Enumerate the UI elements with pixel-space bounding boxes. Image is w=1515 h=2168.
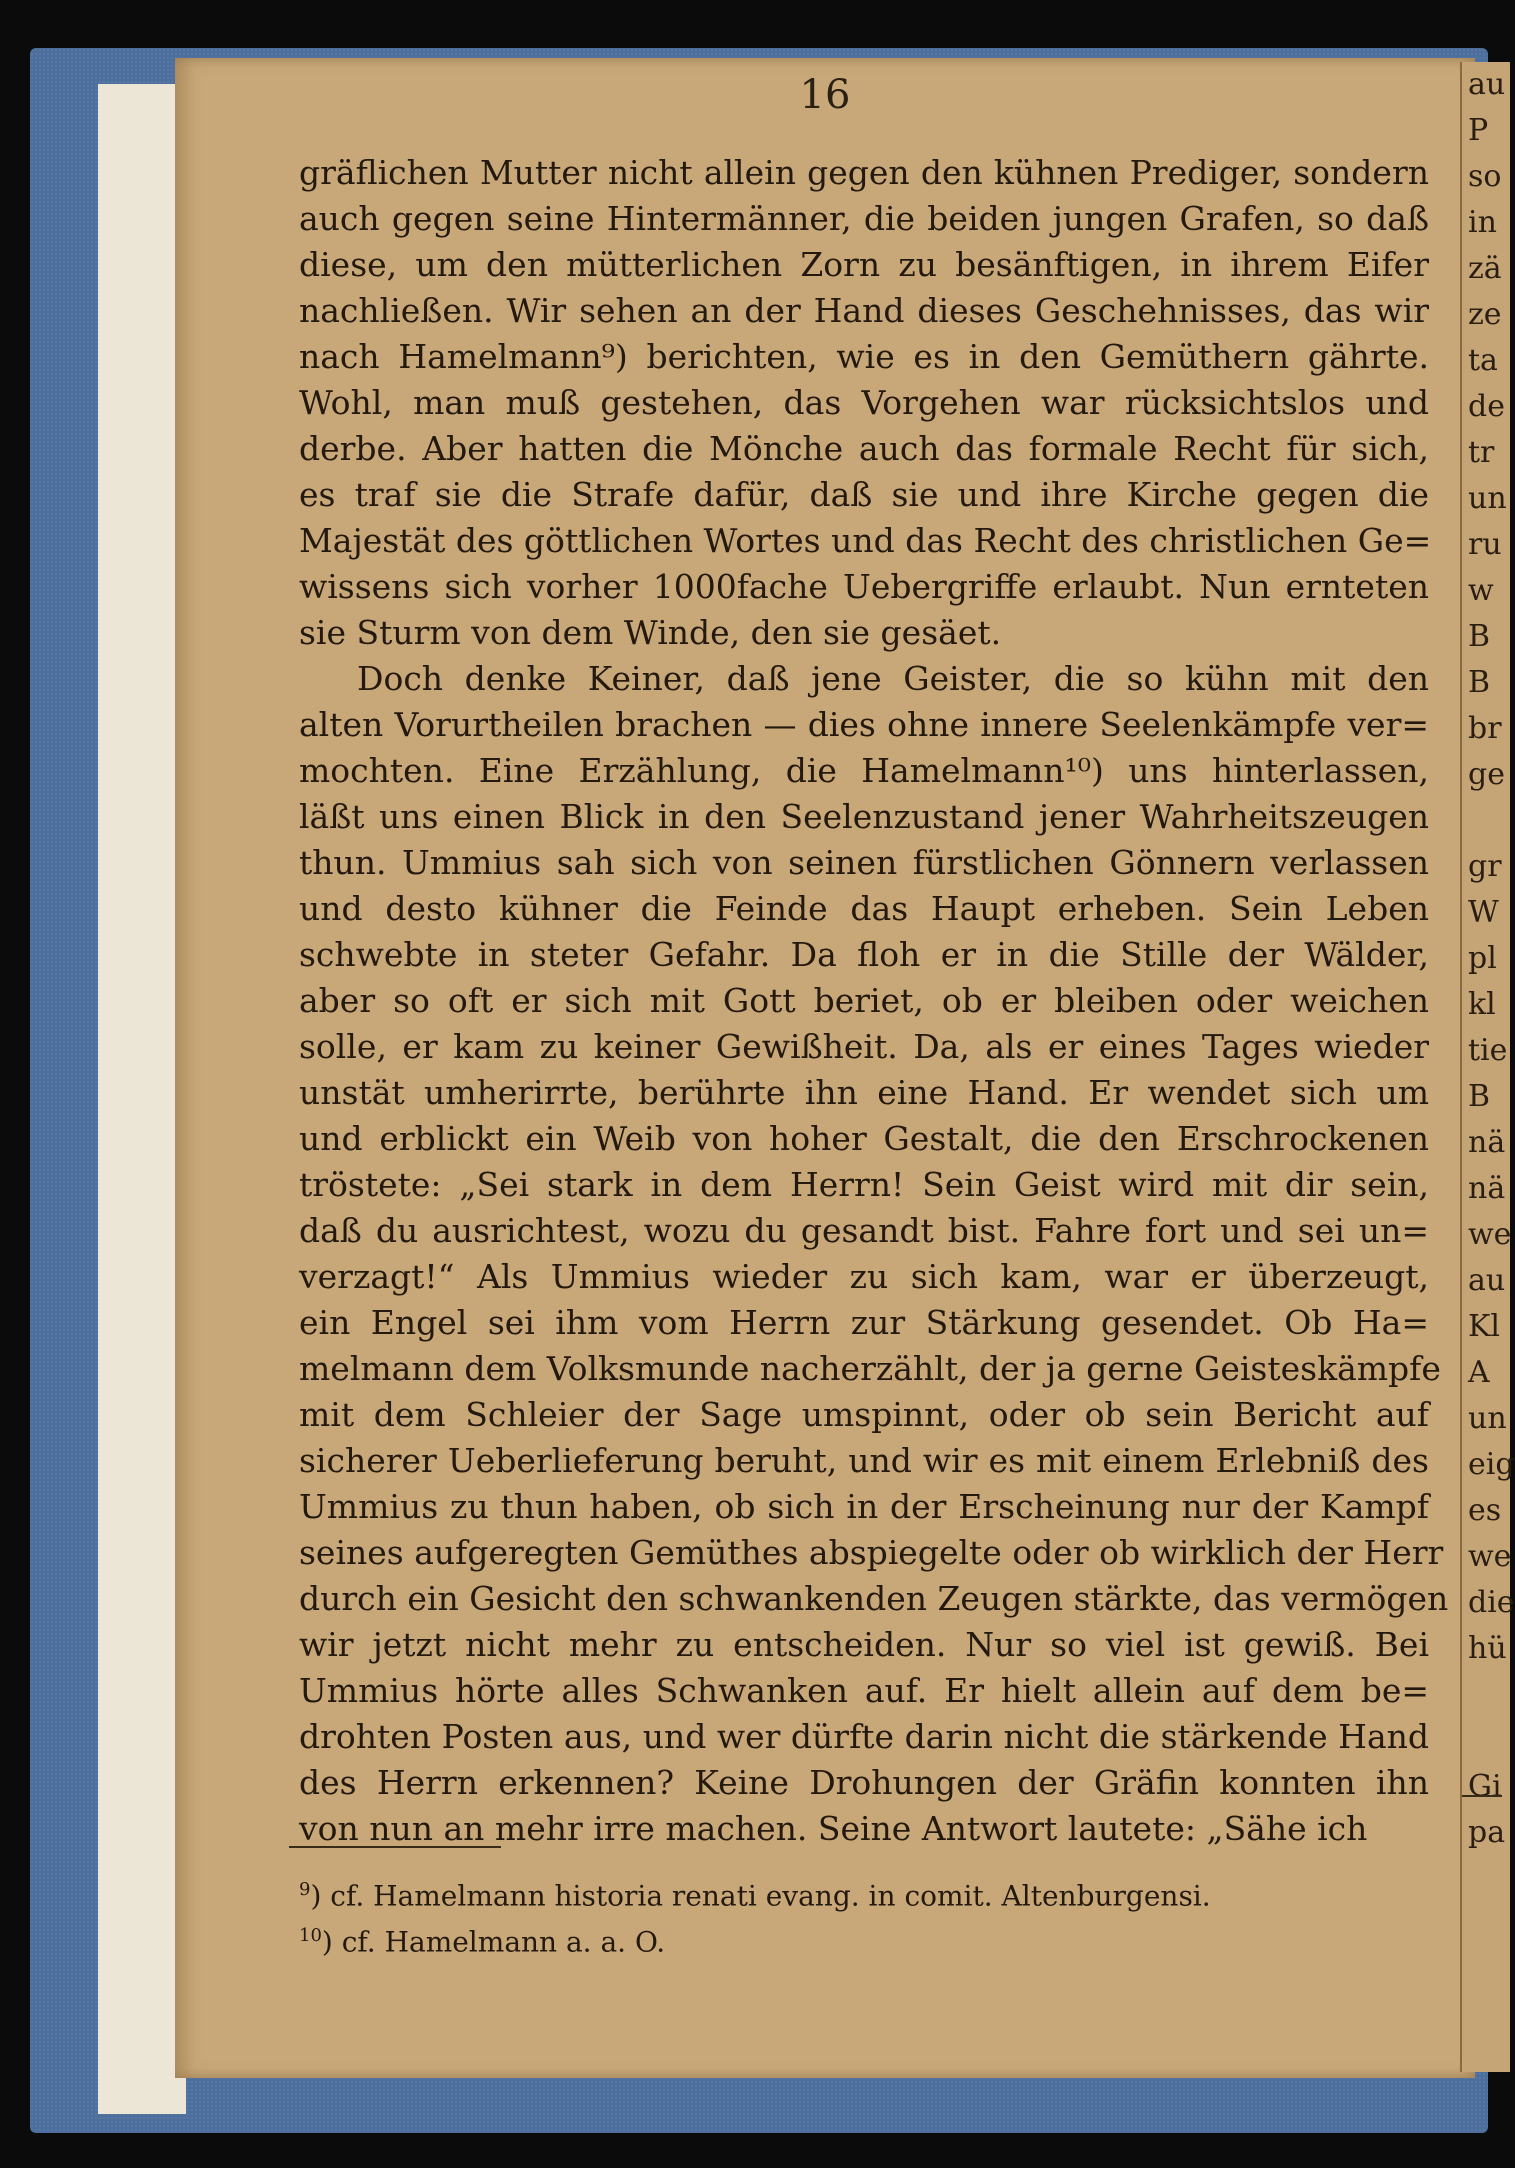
facing-page-fragment: de — [1468, 389, 1505, 424]
footnote-text: ) cf. Hamelmann historia renati evang. in comit. Altenburgensi. — [310, 1879, 1211, 1913]
text-line: schwebte in steter Gefahr. Da floh er in die Stille der Wälder, — [299, 935, 1429, 974]
text-line: Majestät des göttlichen Wortes und das Recht des christlichen Ge= — [299, 521, 1432, 560]
facing-page-fragment: Kl — [1468, 1309, 1501, 1344]
facing-page-fragment: die — [1468, 1585, 1515, 1620]
text-line: Wohl, man muß gestehen, das Vorgehen war rücksichtslos und — [299, 383, 1429, 422]
text-line: von nun an mehr irre machen. Seine Antwort lautete: „Sähe ich — [299, 1809, 1368, 1848]
footnote — [299, 1916, 1429, 1962]
facing-page-fragment — [1462, 798, 1510, 844]
facing-page-fragment: nä — [1468, 1171, 1506, 1206]
text-line: melmann dem Volksmunde nacherzählt, der ja gerne Geisteskämpfe — [299, 1349, 1441, 1388]
text-line: nachließen. Wir sehen an der Hand dieses Geschehnisses, das wir — [299, 291, 1429, 330]
facing-page-fragment: B — [1468, 665, 1491, 700]
facing-page-fragment: nä — [1468, 1125, 1506, 1160]
text-line: ein Engel sei ihm vom Herrn zur Stärkung gesendet. Ob Ha= — [299, 1303, 1429, 1342]
facing-page-fragment: P — [1468, 113, 1489, 148]
facing-page-fragment: A — [1468, 1355, 1490, 1390]
text-line: mit dem Schleier der Sage umspinnt, oder ob sein Bericht auf — [299, 1395, 1429, 1434]
text-line: läßt uns einen Blick in den Seelenzustand jener Wahrheitszeugen — [299, 797, 1429, 836]
facing-page-fragment: au — [1468, 67, 1506, 102]
text-line: Ummius hörte alles Schwanken auf. Er hielt allein auf dem be= — [299, 1671, 1429, 1710]
facing-page-fragment: tr — [1468, 435, 1495, 470]
facing-page-fragment: ru — [1468, 527, 1502, 562]
facing-page-fragment: gr — [1468, 849, 1502, 884]
facing-page-fragment: we — [1468, 1539, 1512, 1574]
facing-page-fragment: tie — [1468, 1033, 1508, 1068]
text-line: sicherer Ueberlieferung beruht, und wir es mit einem Erlebniß des — [299, 1441, 1429, 1480]
text-line: Doch denke Keiner, daß jene Geister, die so kühn mit den — [357, 659, 1429, 698]
facing-page-fragment: Gi — [1468, 1769, 1502, 1804]
text-line: mochten. Eine Erzählung, die Hamelmann¹⁰) uns hinterlassen, — [299, 751, 1429, 790]
text-line: nach Hamelmann⁹) berichten, wie es in den Gemüthern gährte. — [299, 337, 1429, 376]
facing-page-fragment: so — [1468, 159, 1502, 194]
facing-page-fragment: we — [1468, 1217, 1512, 1252]
text-line: sie Sturm von dem Winde, den sie gesäet. — [299, 613, 1002, 652]
facing-page-footnote-divider — [1462, 1795, 1502, 1797]
text-line: wir jetzt nicht mehr zu entscheiden. Nur so viel ist gewiß. Bei — [299, 1625, 1429, 1664]
footnote-text: ) cf. Hamelmann a. a. O. — [321, 1925, 666, 1959]
text-line: alten Vorurtheilen brachen — dies ohne innere Seelenkämpfe ver= — [299, 705, 1429, 744]
facing-page-fragment: hü — [1468, 1631, 1507, 1666]
text-line: solle, er kam zu keiner Gewißheit. Da, als er eines Tages wieder — [299, 1027, 1429, 1066]
text-line: verzagt!“ Als Ummius wieder zu sich kam, war er überzeugt, — [299, 1257, 1429, 1296]
text-line: derbe. Aber hatten die Mönche auch das formale Recht für sich, — [299, 429, 1429, 468]
facing-page-fragment: W — [1468, 895, 1499, 930]
text-line: drohten Posten aus, und wer dürfte darin nicht die stärkende Hand — [299, 1717, 1429, 1756]
text-line: des Herrn erkennen? Keine Drohungen der Gräfin konnten ihn — [299, 1763, 1429, 1802]
facing-page-fragment: kl — [1468, 987, 1496, 1022]
text-line: durch ein Gesicht den schwankenden Zeugen stärkte, das vermögen — [299, 1579, 1449, 1618]
facing-page-fragment: w — [1468, 573, 1494, 608]
book-page — [175, 58, 1475, 2078]
footnotes — [299, 1870, 1429, 1963]
text-line: aber so oft er sich mit Gott beriet, ob er bleiben oder weichen — [299, 981, 1429, 1020]
facing-page-fragment: es — [1468, 1493, 1502, 1528]
text-line: und desto kühner die Feinde das Haupt erheben. Sein Leben — [299, 889, 1429, 928]
facing-page-fragment — [1462, 1718, 1510, 1764]
body-text — [299, 150, 1449, 1852]
facing-page-fragment: B — [1468, 619, 1491, 654]
facing-page-fragment: in — [1468, 205, 1497, 240]
facing-page-fragment: un — [1468, 481, 1507, 516]
text-line: gräflichen Mutter nicht allein gegen den kühnen Prediger, sondern — [299, 153, 1429, 192]
text-line: seines aufgeregten Gemüthes abspiegelte oder ob wirklich der Herr — [299, 1533, 1444, 1572]
text-line: thun. Ummius sah sich von seinen fürstlichen Gönnern verlassen — [299, 843, 1429, 882]
footnote-divider — [289, 1846, 501, 1848]
text-line: wissens sich vorher 1000fache Uebergriffe erlaubt. Nun ernteten — [299, 567, 1429, 606]
facing-page-edge — [1460, 62, 1515, 2072]
facing-page-fragment: ze — [1468, 297, 1502, 332]
facing-page-fragment: un — [1468, 1401, 1507, 1436]
facing-page-fragment: au — [1468, 1263, 1506, 1298]
footnote — [299, 1870, 1429, 1916]
text-line: es traf sie die Strafe dafür, daß sie und ihre Kirche gegen die — [299, 475, 1429, 514]
footnote-mark: 9 — [299, 1879, 311, 1900]
facing-page-fragment: zä — [1468, 251, 1502, 286]
facing-page-fragment: ta — [1468, 343, 1498, 378]
footnote-mark: 10 — [299, 1925, 322, 1947]
text-line: daß du ausrichtest, wozu du gesandt bist. Fahre fort und sei un= — [299, 1211, 1429, 1250]
facing-page-fragment: pa — [1468, 1815, 1506, 1850]
text-line: unstät umherirrte, berührte ihn eine Hand. Er wendet sich um — [299, 1073, 1429, 1112]
text-line: Ummius zu thun haben, ob sich in der Erscheinung nur der Kampf — [299, 1487, 1429, 1526]
text-line: und erblickt ein Weib von hoher Gestalt, die den Erschrockenen — [299, 1119, 1429, 1158]
facing-page-fragment: B — [1468, 1079, 1491, 1114]
facing-page-fragment — [1462, 1672, 1510, 1718]
facing-page-fragment: pl — [1468, 941, 1497, 976]
flyleaf — [98, 84, 186, 2114]
text-line: diese, um den mütterlichen Zorn zu besänftigen, in ihrem Eifer — [299, 245, 1429, 284]
facing-page-fragment: br — [1468, 711, 1502, 746]
text-line: auch gegen seine Hintermänner, die beiden jungen Grafen, so daß — [299, 199, 1429, 238]
text-line: tröstete: „Sei stark in dem Herrn! Sein Geist wird mit dir sein, — [299, 1165, 1429, 1204]
facing-page-fragment: ge — [1468, 757, 1505, 792]
page-number: 16 — [799, 72, 851, 118]
facing-page-fragment: eig — [1468, 1447, 1515, 1482]
